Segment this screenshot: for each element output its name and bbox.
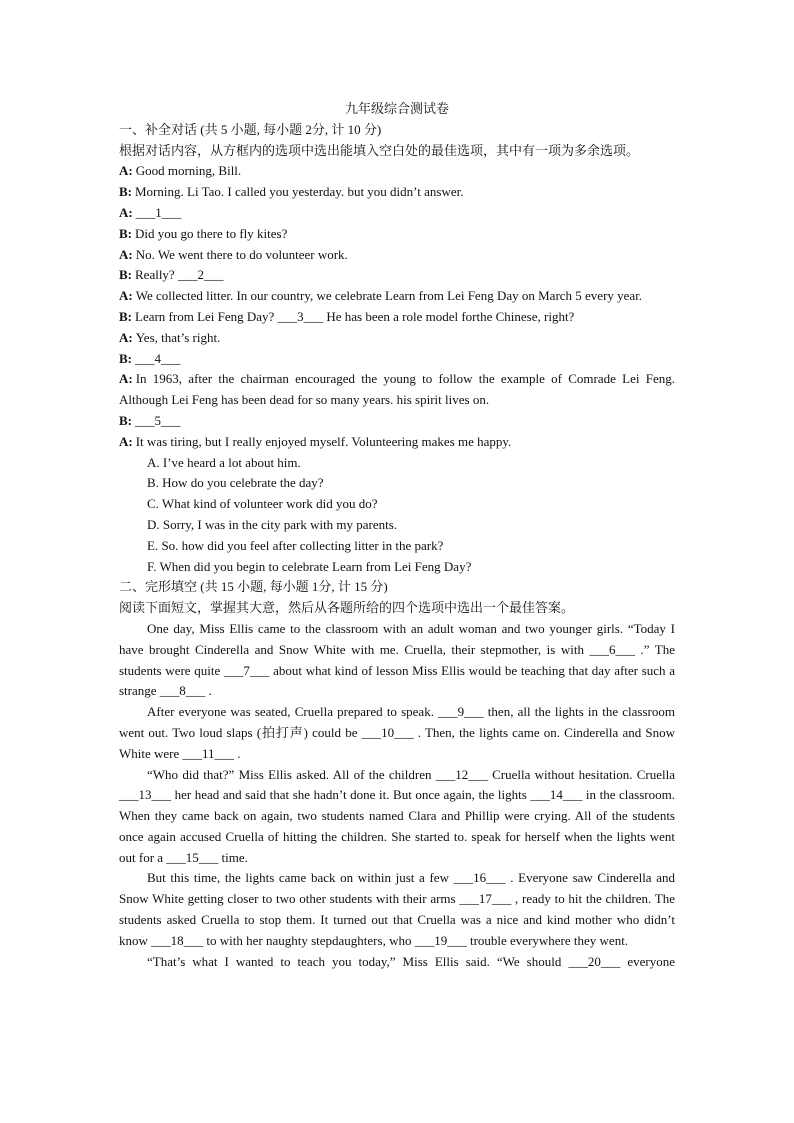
dialogue-text: Morning. Li Tao. I called you yesterday. but you didn’t answer. [135, 184, 464, 200]
dialogue-blank: ___5___ [135, 412, 181, 428]
dialogue-line [119, 224, 675, 245]
speaker-label: B: [119, 267, 132, 283]
dialogue-line [119, 369, 675, 411]
dialogue-line [119, 203, 675, 224]
dialogue-text: Learn from Lei Feng Day? ___3___ He has been a role model forthe Chinese, right? [135, 308, 575, 324]
speaker-label: A: [119, 163, 133, 179]
dialogue-blank: ___1___ [135, 204, 182, 220]
dialogue-text: In 1963, after the chairman encouraged the young to follow the example of Comrade Lei Feng. Although Lei Feng has been dead for so many years. his spirit lives on. [119, 371, 675, 408]
speaker-label: B: [119, 350, 132, 366]
dialogue-text: Really? ___2___ [135, 267, 224, 283]
document-body [119, 99, 675, 972]
section1-heading: 一、补全对话 (共 5 小题, 每小题 2分, 计 10 分) [119, 121, 382, 137]
dialogue-text: It was tiring, but I really enjoyed myself. Volunteering makes me happy. [135, 433, 512, 449]
cloze-passage [119, 619, 675, 973]
dialogue-line [119, 245, 675, 266]
speaker-label: A: [119, 246, 133, 262]
dialogue-line [119, 265, 675, 286]
dialogue-text: Did you go there to fly kites? [135, 225, 288, 241]
dialogue-text: No. We went there to do volunteer work. [135, 246, 348, 262]
speaker-label: A: [119, 288, 133, 304]
option-e: E. So. how did you feel after collecting litter in the park? [147, 537, 444, 553]
passage-paragraph: “Who did that?” Miss Ellis asked. All of the children ___12___ Cruella without hesitation. Cruella ___13___ her head and said that she hadn’t done it. But once again, the lights ___14___ in the classroom. When they came back on again, two students named Clara and Phillip were crying. All of the students once again accused Cruella of hitting the children. She started to. speak for herself when the lights went out for a ___15___ time. [119, 766, 675, 865]
section2-heading: 二、完形填空 (共 15 小题, 每小题 1分, 计 15 分) [119, 579, 388, 595]
dialogue-line [119, 328, 675, 349]
option-c: C. What kind of volunteer work did you do? [147, 496, 378, 512]
dialogue-text: Yes, that’s right. [135, 329, 221, 345]
answer-options [119, 453, 675, 578]
option-d: D. Sorry, I was in the city park with my parents. [147, 516, 398, 532]
option-f: F. When did you begin to celebrate Learn from Lei Feng Day? [147, 558, 472, 574]
dialogue-text: We collected litter. In our country, we celebrate Learn from Lei Feng Day on March 5 every year. [135, 288, 643, 304]
dialogue-blank: ___4___ [135, 350, 181, 366]
speaker-label: B: [119, 225, 132, 241]
page-title: 九年级综合测试卷 [344, 101, 449, 116]
dialogue-line [119, 411, 675, 432]
option-b: B. How do you celebrate the day? [147, 475, 324, 491]
dialogue-line [119, 286, 675, 307]
passage-paragraph: After everyone was seated, Cruella prepared to speak. ___9___ then, all the lights in the classroom went out. Two loud slaps (拍打声) could be ___10___ . Then, the lights came on. Cinderella and Snow White were ___11___ . [119, 704, 675, 761]
passage-paragraph: But this time, the lights came back on within just a few ___16___ . Everyone saw Cinderella and Snow White getting closer to two other students with their arms ___17___ , ready to hit the children. The students asked Cruella to stop them. It turned out that Cruella was a nice and kind mother who didn’t know ___18___ to with her naughty stepdaughters, who ___19___ trouble everywhere they went. [119, 870, 675, 948]
speaker-label: B: [119, 184, 132, 200]
option-a: A. I’ve heard a lot about him. [147, 454, 301, 470]
speaker-label: B: [119, 308, 132, 324]
dialogue-line [119, 349, 675, 370]
dialogue-line [119, 161, 675, 182]
passage-paragraph: “That’s what I wanted to teach you today,” Miss Ellis said. “We should ___20___ everyone [147, 953, 675, 969]
dialogue [119, 161, 675, 452]
passage-paragraph: One day, Miss Ellis came to the classroom with an adult woman and two younger girls. “Today I have brought Cinderella and Snow White with me. Cruella, their stepmother, is with ___6___ .” The students were quite ___7___ about what kind of lesson Miss Ellis would be teaching that day after such a strange ___8___ . [119, 620, 675, 699]
dialogue-line [119, 182, 675, 203]
speaker-label: A: [119, 204, 133, 220]
speaker-label: B: [119, 412, 132, 428]
speaker-label: A: [119, 329, 133, 345]
dialogue-text: Good morning, Bill. [135, 163, 242, 179]
section1-instructions: 根据对话内容，从方框内的选项中选出能填入空白处的最佳选项，其中有一项为多余选项。 [119, 142, 640, 158]
dialogue-line [119, 307, 675, 328]
speaker-label: A: [119, 371, 133, 387]
section2-instructions: 阅读下面短文，掌握其大意，然后从各题所给的四个选项中选出一个最佳答案。 [119, 600, 575, 616]
speaker-label: A: [119, 433, 133, 449]
dialogue-line [119, 432, 675, 453]
